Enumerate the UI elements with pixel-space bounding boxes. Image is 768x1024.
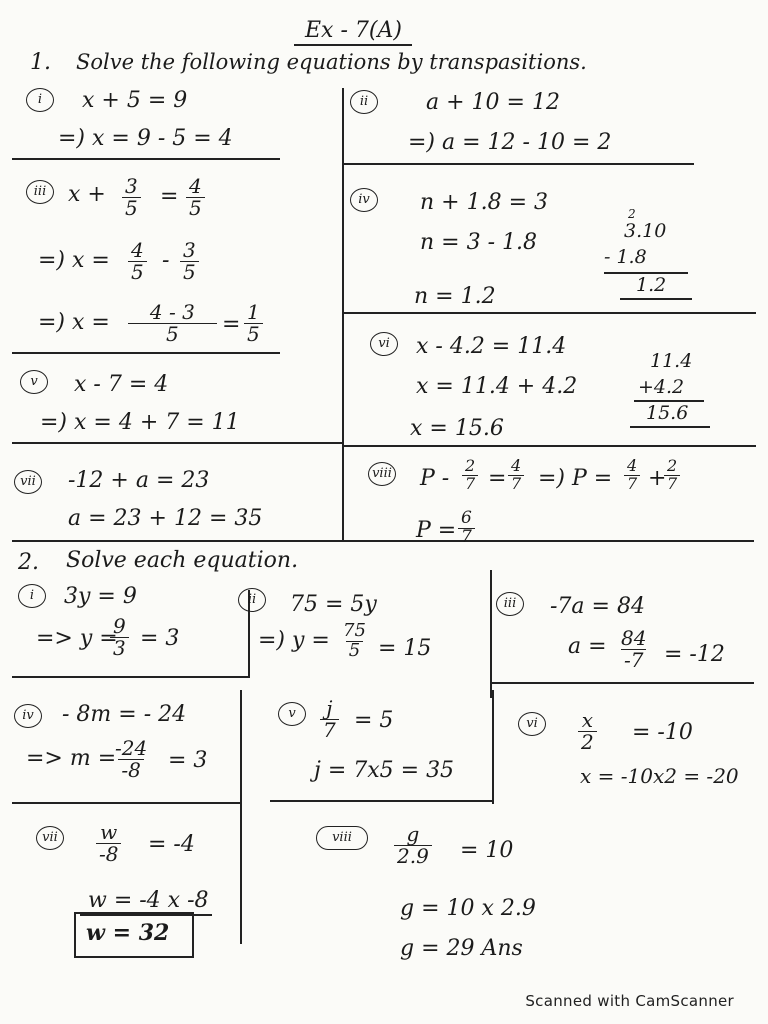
- q1-part-viii-badge: viii: [368, 462, 396, 486]
- q1-part-vii-solution: a = 23 + 12 = 35: [68, 506, 263, 531]
- q2-part-ii-result: = 15: [378, 636, 432, 661]
- q2-part-vii-underline: [80, 914, 212, 916]
- q1-vertical-divider: [342, 88, 344, 540]
- q1-part-viii-lhs: P -: [420, 466, 450, 491]
- q2-part-viii-fraction: $\frac{g}{2.9}$: [394, 824, 432, 867]
- q2-part-iii-equation: -7a = 84: [550, 594, 645, 619]
- q1-part-iv-work-carry: 2: [628, 207, 636, 221]
- q2-part-ii-badge: ii: [238, 588, 266, 612]
- q1-part-iii-equals-2: =: [222, 312, 241, 337]
- q2-part-iv-step-prefix: => m =: [26, 746, 117, 771]
- q1-part-iv-work-subtract: - 1.8: [604, 246, 647, 268]
- q1-part-i-equation: x + 5 = 9: [82, 88, 188, 113]
- scanner-watermark: Scanned with CamScanner: [525, 992, 734, 1010]
- q2-vertical-divider-2: [490, 570, 492, 698]
- q1-part-iii-fraction-6: $\frac{1}{5}$: [244, 302, 263, 345]
- q1-part-viii-fraction-2: $\frac{4}{7}$: [508, 458, 524, 493]
- q1-part-viii-equals: =: [488, 466, 507, 491]
- q2-part-i-step-prefix: => y =: [36, 626, 118, 651]
- q2-part-vi-solution: x = -10x2 = -20: [580, 764, 739, 788]
- q2-part-viii-badge: viii: [316, 826, 368, 850]
- q1-part-vii-badge: vii: [14, 470, 42, 494]
- q1-part-iii-lhs: x +: [68, 182, 106, 207]
- q1-part-vi-work-result: 15.6: [646, 402, 689, 424]
- q1-part-vi-work-top: 11.4: [650, 350, 693, 372]
- q2-part-vii-result: = -4: [148, 832, 195, 857]
- q1-part-iii-fraction-1: $\frac{3}{5}$: [122, 176, 141, 219]
- q2-number: 2.: [18, 550, 39, 575]
- q1-part-iv-step2: n = 3 - 1.8: [420, 230, 537, 255]
- q1-part-ii-badge: ii: [350, 90, 378, 114]
- q2-divider-right-2: [270, 800, 494, 802]
- q2-part-v-result: = 5: [354, 708, 394, 733]
- q1-divider-left-2: [12, 352, 280, 354]
- q2-vertical-divider-3: [240, 690, 242, 944]
- q1-part-iii-fraction-4: $\frac{3}{5}$: [180, 240, 199, 283]
- q2-part-iv-badge: iv: [14, 704, 42, 728]
- q2-part-v-fraction: $\frac{j}{7}$: [320, 698, 339, 741]
- q2-part-vii-step2: w = -4 x -8: [88, 888, 209, 913]
- q1-part-ii-solution: =) a = 12 - 10 = 2: [408, 130, 612, 155]
- q1-part-iv-work-underline: [620, 298, 692, 300]
- q2-part-vi-fraction: $\frac{x}{2}$: [578, 710, 597, 753]
- q2-part-iii-step-prefix: a =: [568, 634, 607, 659]
- q1-part-iii-fraction-3: $\frac{4}{5}$: [128, 240, 147, 283]
- q2-part-viii-result: = 10: [460, 838, 514, 863]
- q1-part-viii-fraction-1: $\frac{2}{7}$: [462, 458, 478, 493]
- q2-part-iv-equation: - 8m = - 24: [62, 702, 187, 727]
- q1-divider-right-3: [344, 445, 756, 447]
- q2-part-viii-step2: g = 10 x 2.9: [400, 896, 536, 921]
- q1-part-viii-fraction-3: $\frac{4}{7}$: [624, 458, 640, 493]
- q1-divider-right-2: [344, 312, 756, 314]
- q1-part-vi-answer: x = 15.6: [410, 416, 504, 441]
- page-title: Ex - 7(A): [305, 18, 402, 43]
- q1-part-vi-equation: x - 4.2 = 11.4: [416, 334, 567, 359]
- q2-part-vii-answer: w = 32: [86, 920, 170, 946]
- q2-part-v-badge: v: [278, 702, 306, 726]
- q1-part-viii-answer-fraction: $\frac{6}{7}$: [458, 510, 475, 547]
- q1-part-vi-badge: vi: [370, 332, 398, 356]
- q1-part-iv-work-result: 1.2: [636, 274, 667, 296]
- q2-part-iv-fraction: $\frac{-24}{-8}$: [115, 736, 148, 782]
- q1-number: 1.: [30, 50, 51, 75]
- q1-part-iii-step3-prefix: =) x =: [38, 310, 110, 335]
- q2-part-viii-answer: g = 29 Ans: [400, 936, 523, 961]
- q2-part-i-equation: 3y = 9: [64, 584, 137, 609]
- q2-part-iii-fraction: $\frac{84}{-7}$: [621, 626, 647, 672]
- q2-part-vii-fraction: $\frac{w}{-8}$: [96, 822, 121, 865]
- q1-part-vi-step2: x = 11.4 + 4.2: [416, 374, 578, 399]
- q2-part-iii-result: = -12: [664, 642, 725, 667]
- q1-part-i-badge: i: [26, 88, 54, 112]
- q2-part-vi-result: = -10: [632, 720, 693, 745]
- q1-part-viii-fraction-4: $\frac{2}{7}$: [664, 458, 680, 493]
- q2-part-ii-fraction: $\frac{75}{5}$: [343, 620, 366, 661]
- q2-divider-right-1: [492, 682, 754, 684]
- q2-part-iv-result: = 3: [168, 748, 208, 773]
- q1-part-iv-equation: n + 1.8 = 3: [420, 190, 548, 215]
- q1-q2-divider: [12, 540, 754, 542]
- q2-vertical-divider-4: [492, 690, 494, 804]
- title-underline: [294, 44, 412, 46]
- q2-part-vi-badge: vi: [518, 712, 546, 736]
- q1-part-iii-minus: -: [162, 248, 170, 273]
- q2-part-ii-step-prefix: =) y =: [258, 628, 330, 653]
- q2-part-v-solution: j = 7x5 = 35: [314, 758, 455, 783]
- q1-part-vii-equation: -12 + a = 23: [68, 468, 210, 493]
- q1-instruction: Solve the following equations by transpasitions.: [76, 50, 587, 74]
- q2-divider-left-2: [12, 802, 240, 804]
- q1-part-iii-fraction-2: $\frac{4}{5}$: [186, 176, 205, 219]
- q2-instruction: Solve each equation.: [66, 548, 299, 573]
- q1-divider-right-1: [344, 163, 694, 165]
- q2-part-vii-badge: vii: [36, 826, 64, 850]
- q1-part-v-equation: x - 7 = 4: [74, 372, 169, 397]
- q2-part-ii-equation: 75 = 5y: [290, 592, 377, 617]
- q2-part-i-badge: i: [18, 584, 46, 608]
- q1-part-v-solution: =) x = 4 + 7 = 11: [40, 410, 240, 435]
- q1-part-vi-work-add: +4.2: [638, 376, 685, 398]
- q1-part-viii-plus: +: [648, 466, 667, 491]
- q2-part-i-result: = 3: [140, 626, 180, 651]
- q2-divider-left-1: [12, 676, 248, 678]
- q1-part-vi-work-underline: [630, 426, 710, 428]
- q1-part-iv-badge: iv: [350, 188, 378, 212]
- q1-part-iii-equals: =: [160, 184, 179, 209]
- q1-part-viii-answer-prefix: P =: [416, 518, 457, 543]
- q1-part-v-badge: v: [20, 370, 48, 394]
- q1-part-iv-work-top: 3.10: [624, 220, 667, 242]
- q2-part-iii-badge: iii: [496, 592, 524, 616]
- q1-part-i-solution: =) x = 9 - 5 = 4: [58, 126, 233, 151]
- q1-part-ii-equation: a + 10 = 12: [426, 90, 560, 115]
- q1-part-iv-answer: n = 1.2: [414, 284, 496, 309]
- q1-part-iii-fraction-5: $\frac{4 - 3}{5}$: [128, 302, 217, 345]
- q1-part-iii-badge: iii: [26, 180, 54, 204]
- q1-divider-left-1: [12, 158, 280, 160]
- q1-part-viii-step-mid: =) P =: [538, 466, 613, 491]
- q1-part-iii-step2-prefix: =) x =: [38, 248, 110, 273]
- q2-part-i-fraction: $\frac{9}{3}$: [110, 616, 129, 659]
- q1-divider-left-3: [12, 442, 342, 444]
